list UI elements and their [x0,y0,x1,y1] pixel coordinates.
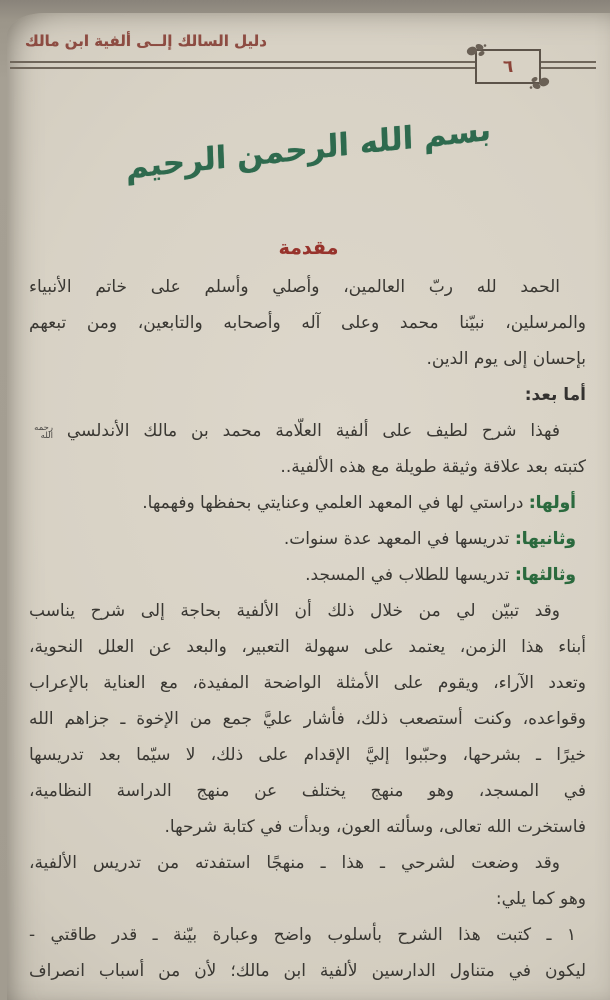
body-line-text: فهذا شرح لطيف على ألفية العلّامة محمد بن مالك الأندلسي [66,421,560,441]
page-number-box [475,49,541,84]
list-item-lead: أولها: [528,493,576,513]
body-line: خيرًا ـ بشرحها، وحبّبوا إليَّ الإقدام على ذلك، لا سيّما بعد تدريسها [29,745,586,765]
list-item-line [29,521,586,557]
body-line: وهو كما يلي: [495,889,586,909]
body-line: ليكون في متناول الدارسين لألفية ابن مالك؛ لأن من أسباب انصراف [29,961,586,981]
amma-baad-line: أما بعد: [524,385,586,405]
body-line [29,413,586,449]
list-item-line [29,485,586,521]
body-line: وقد وضعت لشرحي ـ هذا ـ منهجًا استفدته من تدريس الألفية، [29,853,560,873]
list-item-text: تدريسها في المعهد عدة سنوات. [283,529,510,549]
body-line: وقواعده، وكنت أستصعب ذلك، فأشار عليَّ جمع من الإخوة ـ جزاهم الله [29,709,586,729]
floral-corner-icon [529,75,550,91]
body-line: الحمد لله ربّ العالمين، وأصلي وأسلم على خاتم الأنبياء [29,277,560,297]
list-item-text: دراستي لها في المعهد العلمي وعنايتي بحفظها وفهمها. [142,493,524,513]
list-item-text: تدريسها للطلاب في المسجد. [305,565,510,585]
body-line: وتعدد الآراء، ويقوم على الأمثلة الواضحة المفيدة، مع العناية بالإعراب [29,673,586,693]
basmala-wrap [7,111,610,187]
numbered-item-line: ١ ـ كتبت هذا الشرح بأسلوب واضح وعبارة بيّنة ـ قدر طاقتي - [29,925,576,945]
list-item-lead: وثالثها: [514,565,576,585]
body-line: كتبته بعد علاقة وثيقة طويلة مع هذه الألفية.. [280,457,586,477]
body-line: فاستخرت الله تعالى، وسألته العون، وبدأت في كتابة شرحها. [164,817,586,837]
body-text [29,269,586,989]
section-title: مقدمة [278,237,339,259]
list-item-lead: وثانيها: [514,529,576,549]
floral-corner-icon [466,42,487,58]
body-line: وقد تبيّن لي من خلال ذلك أن الألفية بحاجة إلى شرح يناسب [29,601,560,621]
page-number: ٦ [502,57,514,77]
body-line: بإحسان إلى يوم الدين. [426,349,586,369]
basmala-calligraphy: بسم الله الرحمن الرحيم [125,111,492,187]
running-title: دليل السالك إلــى ألفية ابن مالك [25,32,268,50]
body-line: والمرسلين، نبيّنا محمد وعلى آله وأصحابه والتابعين، ومن تبعهم [29,313,586,333]
book-page [7,13,610,1000]
body-line: في المسجد، وهو منهج يختلف عن منهج الدراسة النظامية، [29,781,586,801]
rahimahullah-symbol: رحمه الله [34,423,53,441]
body-line: أبناء هذا الزمن، يعتمد على سهولة التعبير، والبعد عن العلل النحوية، [29,637,586,657]
list-item-line [29,557,586,593]
